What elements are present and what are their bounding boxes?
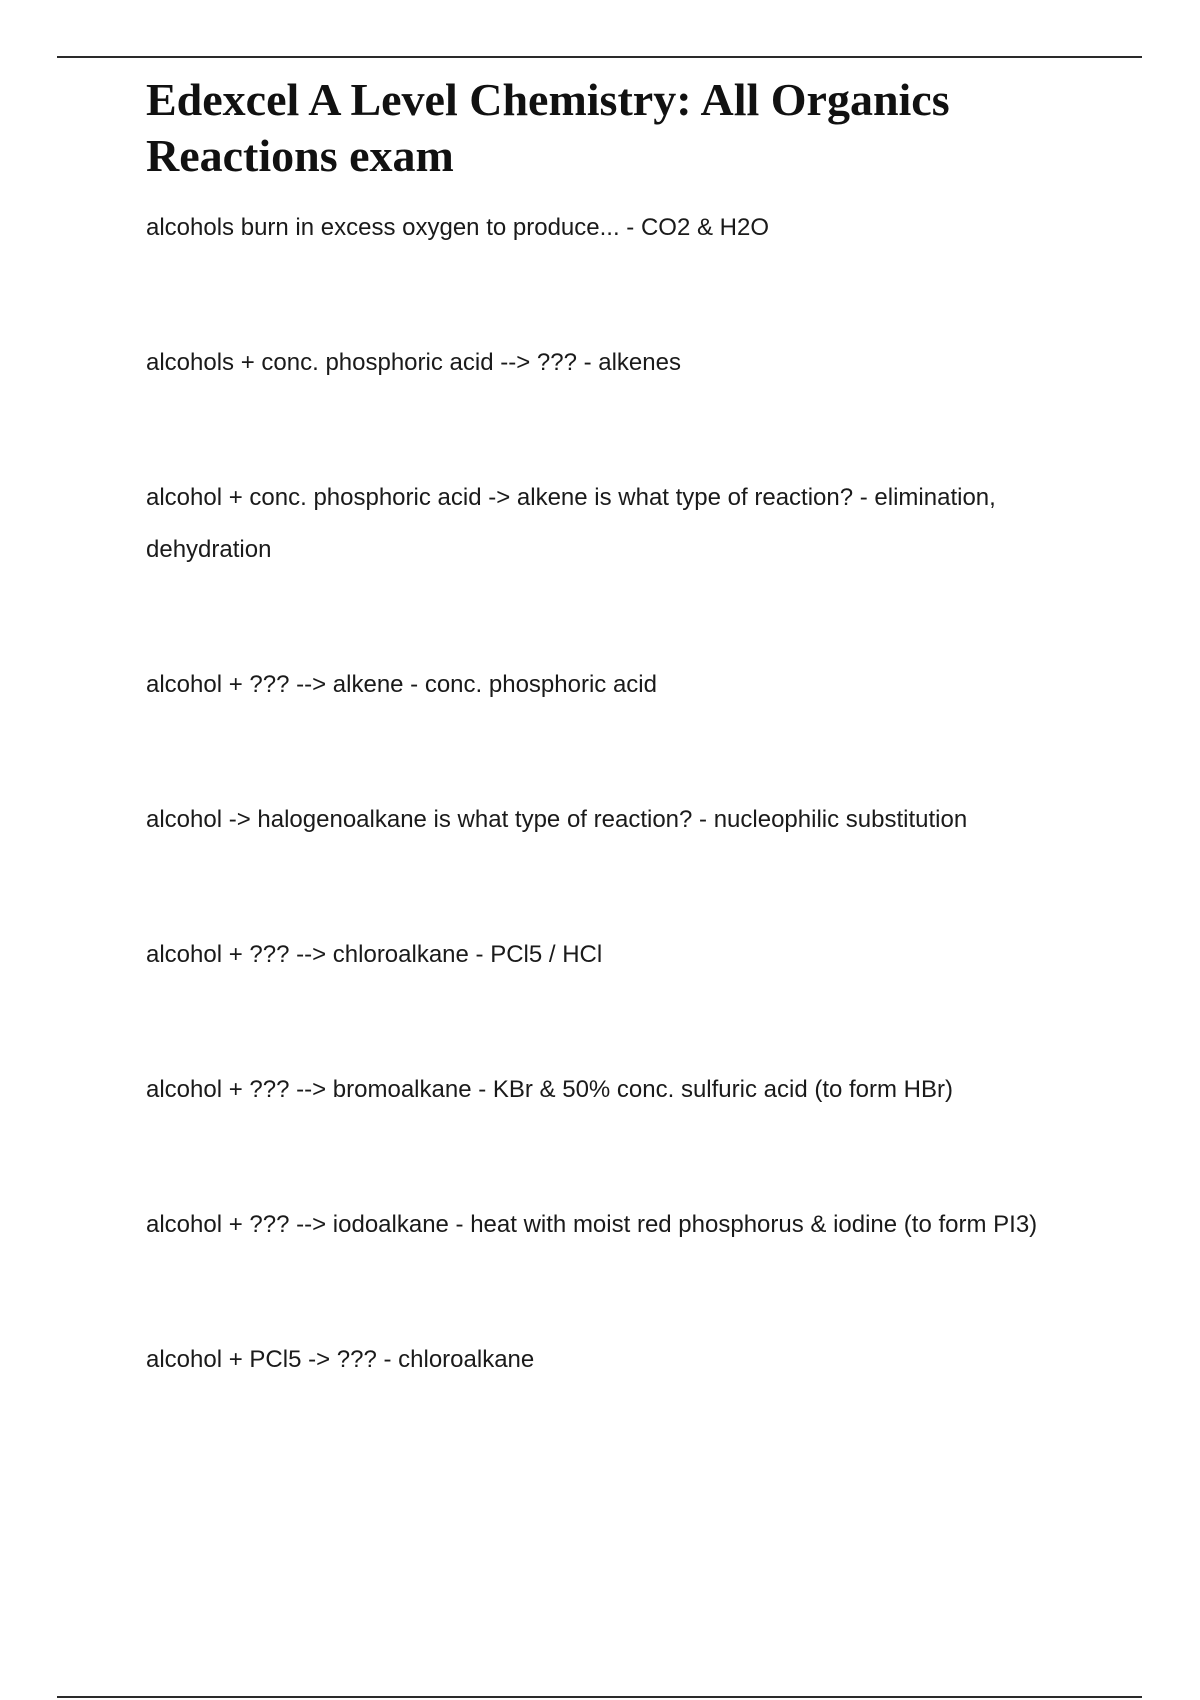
document-title: Edexcel A Level Chemistry: All Organics Reactions exam xyxy=(146,74,950,181)
qa-item: alcohol -> halogenoalkane is what type of reaction? - nucleophilic substitution xyxy=(146,806,968,833)
qa-item: alcohol + conc. phosphoric acid -> alkene is what type of reaction? - elimination, dehydration xyxy=(146,484,996,563)
qa-item: alcohol + ??? --> alkene - conc. phosphoric acid xyxy=(146,671,657,698)
qa-item: alcohols burn in excess oxygen to produce... - CO2 & H2O xyxy=(146,214,769,241)
qa-list xyxy=(146,202,1086,1386)
document-content xyxy=(146,72,1086,1386)
qa-item: alcohols + conc. phosphoric acid --> ??? - alkenes xyxy=(146,349,681,376)
bottom-rule xyxy=(57,1696,1142,1698)
qa-item: alcohol + ??? --> chloroalkane - PCl5 / HCl xyxy=(146,941,603,968)
qa-item: alcohol + ??? --> iodoalkane - heat with moist red phosphorus & iodine (to form PI3) xyxy=(146,1211,1038,1238)
top-rule xyxy=(57,56,1142,58)
qa-item: alcohol + PCl5 -> ??? - chloroalkane xyxy=(146,1346,535,1373)
qa-item: alcohol + ??? --> bromoalkane - KBr & 50% conc. sulfuric acid (to form HBr) xyxy=(146,1076,953,1103)
